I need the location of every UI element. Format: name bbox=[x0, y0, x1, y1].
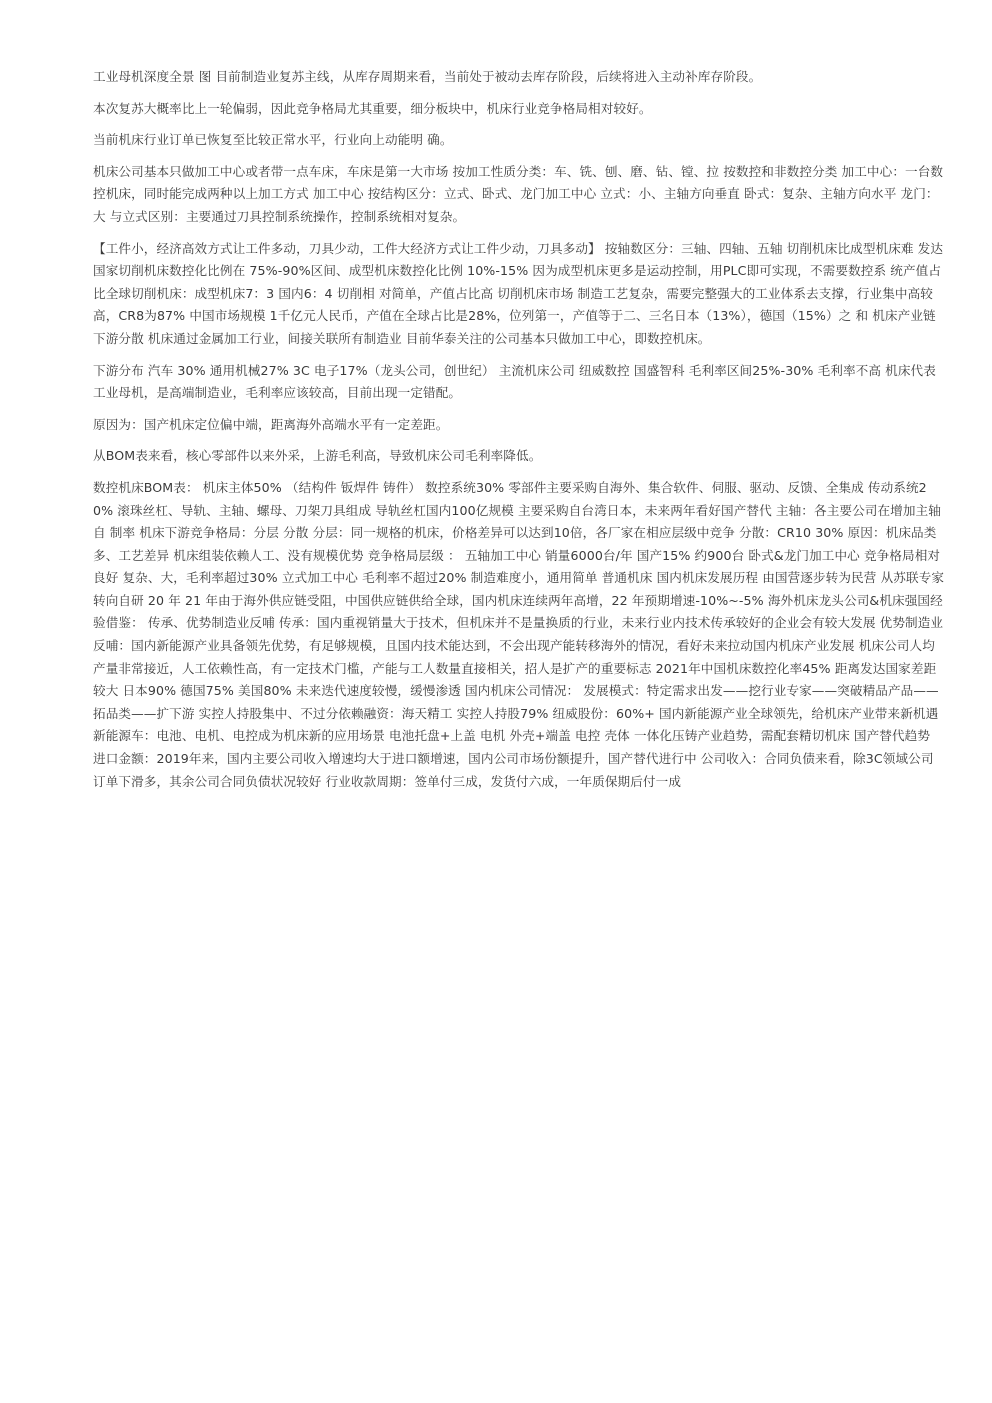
document-page bbox=[93, 66, 945, 802]
paragraph-2: 本次复苏大概率比上一轮偏弱，因此竞争格局尤其重要，细分板块中，机床行业竞争格局相对较好。 bbox=[93, 100, 652, 116]
paragraph-9: 数控机床BOM表： 机床主体50% （结构件 钣焊件 铸件） 数控系统30% 零部件主要采购自海外、集合软件、伺服、驱动、反馈、全集成 传动系统20% 滚珠丝杠、导轨、主轴、螺母、刀架刀具组成 导轨丝杠国内100亿规模 主要采购自台湾日本，未来两年看好国产替代 主轴：各主要公司在增加主轴自 制率 机床下游竞争格局：分层 分散 分层：同一规格的机床，价格差异可以达到10倍，各厂家在相应层级中竞争 分散：CR10 30% 原因：机床品类多、工艺差异 机床组装依赖人工、没有规模优势 竞争格局层级 ： 五轴加工中心 销量6000台/年 国产15% 约900台 卧式&龙门加工中心 竞争格局相对良好 复杂、大，毛利率超过30% 立式加工中心 毛利率不超过20% 制造难度小，通用简单 普通机床 国内机床发展历程 由国营逐步转为民营 从苏联专家转向自研 20 年 21 年由于海外供应链受阻，中国供应链供给全球，国内机床连续两年高增，22 年预期增速-10%~-5% 海外机床龙头公司&机床强国经验借鉴： 传承、优势制造业反哺 传承：国内重视销量大于技术，但机床并不是量换质的行业，未来行业内技术传承较好的企业会有较大发展 优势制造业反哺：国内新能源产业具备领先优势，有足够规模，且国内技术能达到，不会出现产能转移海外的情况，看好未来拉动国内机床产业发展 机床公司人均产量非常接近，人工依赖性高，有一定技术门槛，产能与工人数量直接相关，招人是扩产的重要标志 2021年中国机床数控化率45% 距离发达国家差距较大 日本90% 德国75% 美国80% 未来迭代速度较慢，缓慢渗透 国内机床公司情况： 发展模式：特定需求出发——挖行业专家——突破精品产品——拓品类——扩下游 实控人持股集中、不过分依赖融资：海天精工 实控人持股79% 纽威股份：60%+ 国内新能源产业全球领先，给机床产业带来新机遇 新能源车：电池、电机、电控成为机床新的应用场景 电池托盘+上盖 电机 外壳+端盖 电控 壳体 一体化压铸产业趋势，需配套精切机床 国产替代趋势 进口金额：2019年来，国内主要公司收入增速均大于进口额增速，国内公司市场份额提升，国产替代进行中 公司收入：合同负债来看，除3C领域公司订单下滑多，其余公司合同负债状况较好 行业收款周期：签单付三成，发货付六成，一年质保期后付一成 bbox=[93, 479, 945, 789]
paragraph-4: 机床公司基本只做加工中心或者带一点车床，车床是第一大市场 按加工性质分类：车、铣、刨、磨、钻、镗、拉 按数控和非数控分类 加工中心：一台数控机床，同时能完成两种以上加工方式 加工中心 按结构区分：立式、卧式、龙门加工中心 立式：小、主轴方向垂直 卧式：复杂、主轴方向水平 龙门：大 与立式区别：主要通过刀具控制系统操作，控制系统相对复杂。 bbox=[93, 163, 944, 224]
paragraph-1: 工业母机深度全景 图 目前制造业复苏主线，从库存周期来看，当前处于被动去库存阶段，后续将进入主动补库存阶段。 bbox=[93, 69, 762, 84]
paragraph-3: 当前机床行业订单已恢复至比较正常水平，行业向上动能明 确。 bbox=[93, 132, 453, 148]
paragraph-8: 从BOM表来看，核心零部件以来外采，上游毛利高，导致机床公司毛利率降低。 bbox=[93, 448, 542, 464]
paragraph-7: 原因为：国产机床定位偏中端，距离海外高端水平有一定差距。 bbox=[93, 416, 449, 432]
paragraph-5: 【工件小，经济高效方式让工件多动，刀具少动，工件大经济方式让工件少动，刀具多动】 按轴数区分：三轴、四轴、五轴 切削机床比成型机床难 发达国家切削机床数控化比例在 75%-90%区间、成型机床数控化比例 10%-15% 因为成型机床更多是运动控制，用PLC即可实现，不需要数控系 统产值占比全球切削机床：成型机床7：3 国内6：4 切削相 对简单，产值占比高 切削机床市场 制造工艺复杂，需要完整强大的工业体系去支撑，行业集中高较高，CR8为87% 中国市场规模 1千亿元人民币，产值在全球占比是28%，位列第一，产值等于二、三名日本（13%），德国（15%）之 和 机床产业链下游分散 机床通过金属加工行业，间接关联所有制造业 目前华泰关注的公司基本只做加工中心，即数控机床。 bbox=[93, 240, 944, 346]
paragraph-6: 下游分布 汽车 30% 通用机械27% 3C 电子17%（龙头公司，创世纪） 主流机床公司 纽威数控 国盛智科 毛利率区间25%-30% 毛利率不高 机床代表工业母机，是高端制造业，毛利率应该较高，目前出现一定错配。 bbox=[93, 362, 936, 401]
